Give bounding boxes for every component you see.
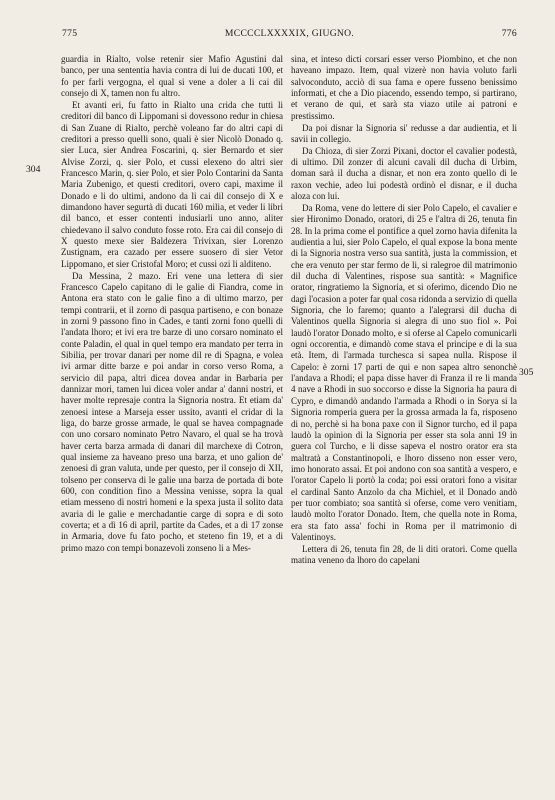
paragraph: Da Roma, vene do lettere di sier Polo Capelo, el cavalier e sier Hironimo Donado, oratori, di 25 e l'altra di 26, tenuta fin 28. In la prima come el pontifice a quel zorno havia difenita la audientia a lui, sier Polo Capelo, el qual expose la bona mente di la Signoria nostra verso sua santità, justa la commission, et che era venuto per star fermo de li, si ralegroe dil matrimonio dil ducha di Valentines, rispose sua santità: « Magnifice orator, ringratiemo la Signoria, et si oferimo, dicendo Dio ne dagi l'ocasion a poter far qual cosa ridonda a servizio di quella Signoria, che lo faremo; quanto a l'alegrarsi dil ducha di Valentinos quella Signoria si alegra di uno suo fiol ». Poi laudò l'orator Donado molto, e si oferse al Capelo comunicarli ogni occorentia, e dimandò come stava el principe e di la sua età. Item, di l'armada turchesca si sapea nulla. Rispose il Capelo: è zorni 17 parti de qui e non sapea altro senonchè l'andava a Rhodi; el papa disse haver di Franza il re li manda 4 nave a Rhodi in suo soccorso e disse la Signoria ha paura di Cypro, e dimandò andando l'armada a Rhodi o in Sorya si la Signoria romperia guera per la grossa armada la fa, risposeno di no, perchè si ha bona paxe con il Signor turcho, ed il papa laudò la opinion di la Signoria per esser sta sola anni 19 in guera col Turcho, e li disse sapeva el nostro orator era sta maltratà a Constantinopoli, e lhoro disseno non esser vero, imo honorato assai. Et poi andono con soa santità a vespero, e l'orator Capelo li portò la coda; poi essi oratori fono a visitar el cardinal Santo Anzolo da cha Michiel, et il Donado andò per tuor combiato; soa santità si oferse, come vero venitiam, laudò molto l'orator Donado. Item, che quella note in Roma, era sta fato assa' fochi in Roma per il matrimonio di Valentinoys. <box>291 202 517 542</box>
margin-column-number-left: 304 <box>26 164 41 175</box>
paragraph: Et avanti eri, fu fatto in Rialto una crida che tutti li creditori dil banco di Lippomani si dovessono redur in chiesa di San Zuane di Rialto, perchè voleano far do altri capi di creditori a presso quelli sono, quali è sier Nicolò Donado q. sier Luca, sier Andrea Foscarini, q. sier Bernardo et sier Alvise Zorzi, q. sier Polo, et cussi elexeno do altri sier Francesco Marin, q. sier Polo, et sier Polo Contarini da Santa Maria Zubenigo, et questi creditori, overo capi, maxime il Donado e li do ultimi, andono da li cai dil consejo di X e dimandono haver segurtà di ducati 160 milia, et veder li libri dil banco, et esser contenti indusiarli uno anno, aliter chiedevano il salvo conduto fosse roto. Era cai dil consejo di X questo mexe sier Baldezera Trivixan, sier Lorenzo Zustignam, era cazado per essere suosero di sier Vetor Lippomano, et sier Cristofal Moro; et cussi ozi li alditeno. <box>61 99 283 269</box>
right-column <box>291 54 517 566</box>
paragraph: Da Chioza, di sier Zorzi Pixani, doctor el cavalier podestà, di ultimo. Dil zonzer di alcuni cavali dil ducha di Urbim, doman sarà il ducha a disnar, et non era zonto quello di le raxon vechie, adeo lui podestà ordinò el disnar, e il ducha aloza con lui. <box>291 145 517 202</box>
page-header <box>62 28 517 44</box>
paragraph: sina, et inteso dicti corsari esser verso Piombino, et che non haveano impazo. Item, qual vizerè non havia voluto farli salvoconduto, acciò di sua fama e opere fusseno benissimo informati, et che a Dio piacendo, essendo tempo, si partirano, et verano de qui, et sarà sta viazo utile ai patroni e prestissimo. <box>291 54 517 121</box>
paragraph: Da poi disnar la Signoria si' redusse a dar audientia, et li savii in collegio. <box>291 122 517 144</box>
paragraph: guardia in Rialto, volse retenir sier Mafio Agustini dal banco, per una sententia havia contra di lui de ducati 100, et fo per farli vergogna, el qual si vene a doler a li cai dil consejo di X, tamen non fu altro. <box>61 54 283 99</box>
page-number-left: 775 <box>62 28 78 39</box>
paragraph: Da Messina, 2 mazo. Eri vene una lettera di sier Francesco Capelo capitano di le galie di Fiandra, come in Antona era stato con le galie fino a dì ultimo marzo, per tempi contrarii, et il zorno di pasqua partiseno, e con bonaze in zorni 9 passono fino in Cades, e tanti zorni fono quelli di l'andata lhoro; et ivi era tre barze di uno corsaro nominato el conte Paladin, el qual in quel tempo era mandato per terra in Sibilia, per trovar danari per nome dil re di Spagna, e volea ivi armar ditte barze e poi andar in corso verso Roma, a servicio dil papa, altri dicea dovea andar in Barbaria per dannizar mori, tamen lui dicea voler andar a' danni nostri, et haver molte represaje contra la Signoria nostra. Et etiam da' zenoesi intese a Marseja esser ussito, avanti el cridar di la liga, do barze grosse armade, le qual se havea compagnade con uno corsaro nominato Petro Navaro, el qual se ha trovà haver certa barza armada di danari dil marchexe di Cotron, qual insieme za haveano preso una barza, et uno galion de' zenoesi di gran valuta, unde per questo, per il consejo di XII, tolseno per conserva di le galie una barza de portada di bote 600, con condition fino a Messina venisse, sopra la qual etiam messeno di nostri homeni e la spexa justa il solito data avaria di le galie e merchadantie carge di sopra e di soto coverta; et a dì 16 di april, partite da Cades, et a dì 17 zonse in Armaria, dove fu fato pocho, et steteno fin 19, et a di primo mazo con tempi bonazevoli zonseno li a Mes- <box>61 270 283 553</box>
paragraph: Lettera di 26, tenuta fin 28, de li diti oratori. Come quella matina veneno da lhoro do capelani <box>291 543 517 566</box>
page-number-right: 776 <box>501 28 517 39</box>
running-title: MCCCCLXXXXIX, GIUGNO. <box>224 28 355 39</box>
left-column <box>61 54 283 554</box>
margin-column-number-right: 305 <box>519 367 534 378</box>
